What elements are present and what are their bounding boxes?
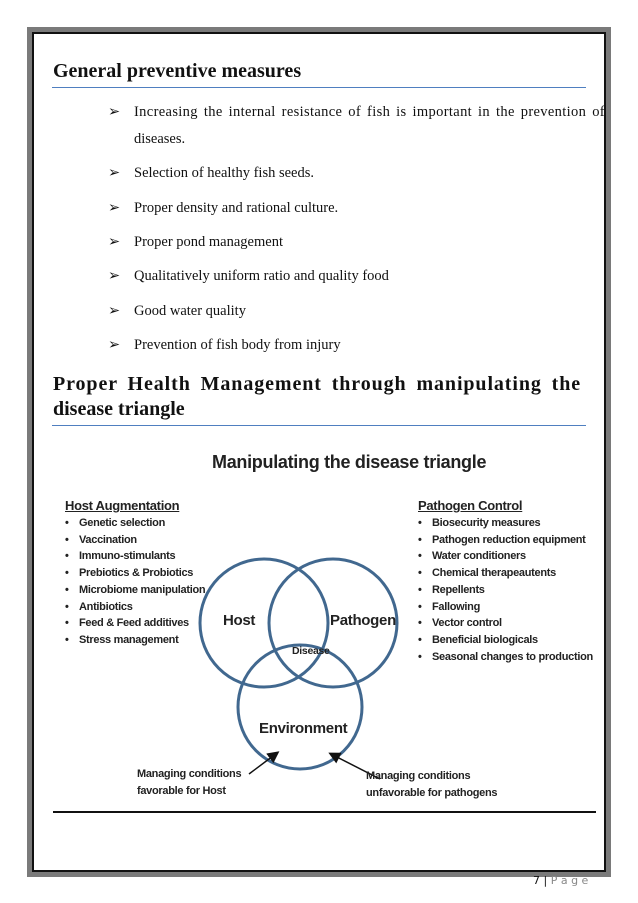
diagram-title: Manipulating the disease triangle [212, 452, 487, 472]
note-right-line1: Managing conditions [366, 770, 471, 782]
arrow-bullet-icon: ➢ [108, 200, 121, 216]
note-left-line2: favorable for Host [137, 785, 226, 797]
bullet-text: Increasing the internal resistance of fish is important in the prevention of [134, 104, 605, 120]
page-number-value: 7 [533, 874, 540, 887]
pathogen-control-heading: Pathogen Control [418, 498, 523, 513]
bullet-text: Proper density and rational culture. [134, 200, 339, 216]
heading-health-management: Proper Health Management through manipulating the [53, 373, 582, 395]
page-label: P a g e [550, 874, 589, 887]
arrow-bullet-icon: ➢ [108, 268, 121, 284]
heading-general-preventive: General preventive measures [53, 60, 302, 82]
list-item: • Genetic selection [65, 515, 205, 532]
bullet-text: Proper pond management [134, 234, 283, 250]
arrow-bullet-icon: ➢ [108, 165, 121, 181]
note-left-line1: Managing conditions [137, 768, 242, 780]
list-item: • Water conditioners [418, 548, 593, 565]
page-number [533, 874, 588, 887]
environment-circle [238, 645, 362, 769]
bullet-text: Good water quality [134, 303, 246, 319]
disease-label: Disease [292, 645, 330, 657]
environment-label: Environment [259, 720, 348, 737]
pathogen-label: Pathogen [330, 612, 396, 629]
list-item: • Stress management [65, 632, 205, 649]
bullet-text: Selection of healthy fish seeds. [134, 165, 314, 181]
list-item: • Prebiotics & Probiotics [65, 565, 205, 582]
list-item: • Biosecurity measures [418, 515, 593, 532]
note-right-line2: unfavorable for pathogens [366, 787, 498, 799]
list-item: • Beneficial biologicals [418, 632, 593, 649]
list-item: • Immuno-stimulants [65, 548, 205, 565]
list-item: • Vaccination [65, 532, 205, 549]
heading-health-management-line2: disease triangle [53, 398, 185, 420]
list-item: • Vector control [418, 615, 593, 632]
arrow-bullet-icon: ➢ [108, 104, 121, 120]
arrow-bullet-icon: ➢ [108, 303, 121, 319]
list-item: • Chemical therapeautents [418, 565, 593, 582]
arrow-bullet-icon: ➢ [108, 337, 121, 353]
list-item: • Seasonal changes to production [418, 649, 593, 666]
list-item: • Repellents [418, 582, 593, 599]
host-label: Host [223, 612, 256, 629]
bullet-text: Qualitatively uniform ratio and quality food [134, 268, 389, 284]
list-item: • Feed & Feed additives [65, 615, 205, 632]
page-separator: | [540, 874, 551, 887]
bullet-continuation: diseases. [134, 131, 186, 147]
host-augmentation-heading: Host Augmentation [65, 498, 180, 513]
list-item: • Fallowing [418, 599, 593, 616]
host-circle [200, 559, 328, 687]
list-item: • Pathogen reduction equipment [418, 532, 593, 549]
list-item: • Antibiotics [65, 599, 205, 616]
list-item: • Microbiome manipulation [65, 582, 205, 599]
arrow-bullet-icon: ➢ [108, 234, 121, 250]
bullet-text: Prevention of fish body from injury [134, 337, 341, 353]
